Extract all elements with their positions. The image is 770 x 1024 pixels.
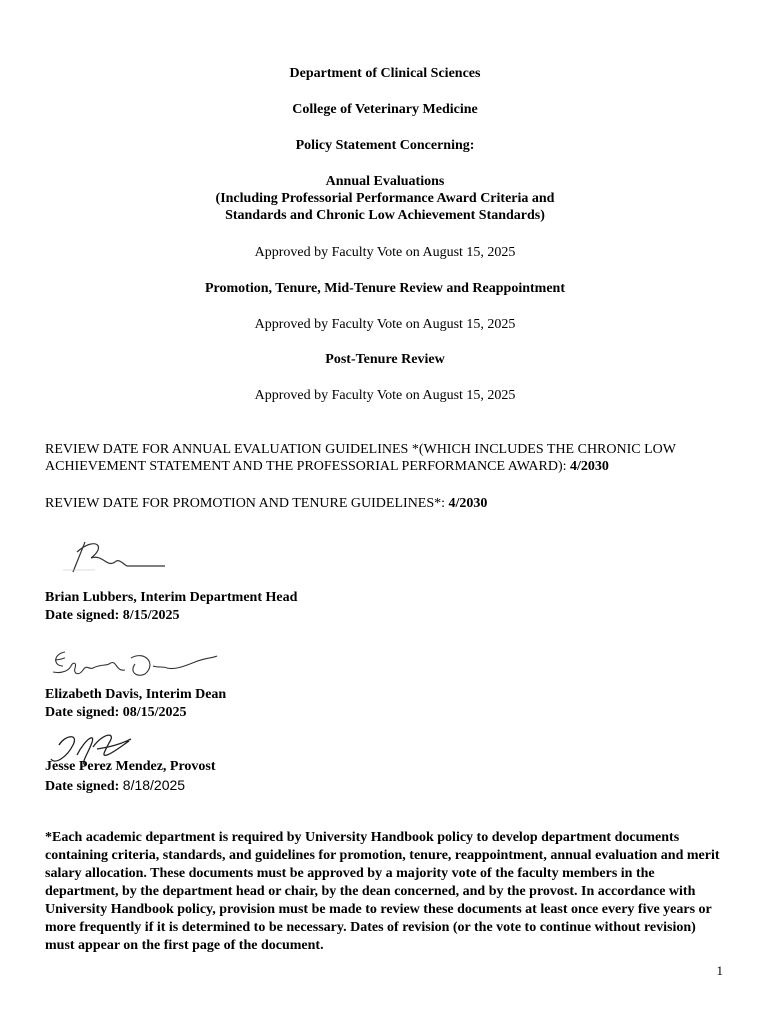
signer-name-title: Brian Lubbers, Interim Department Head xyxy=(45,590,298,605)
policy-title: Policy Statement Concerning: xyxy=(295,138,475,153)
post-tenure-title: Post-Tenure Review xyxy=(325,352,445,367)
annual-title-line1: Annual Evaluations xyxy=(325,174,445,189)
handwritten-signature-icon xyxy=(55,528,185,578)
annual-review-date xyxy=(45,441,735,475)
promotion-approved: Approved by Faculty Vote on August 15, 2025 xyxy=(254,317,516,332)
signer-date: Date signed: 8/15/2025 xyxy=(45,608,180,623)
promotion-review-date xyxy=(45,495,735,512)
annual-title-line3: Standards and Chronic Low Achievement Standards) xyxy=(225,208,545,223)
promotion-review-date-value: 4/2030 xyxy=(448,496,488,511)
signer-date: Date signed: 8/18/2025 xyxy=(45,777,186,794)
signer-name-title: Elizabeth Davis, Interim Dean xyxy=(45,687,227,702)
post-tenure-approved: Approved by Faculty Vote on August 15, 2025 xyxy=(254,388,516,403)
department-heading: Department of Clinical Sciences xyxy=(289,66,481,81)
signature-block-3 xyxy=(45,758,216,796)
college-heading: College of Veterinary Medicine xyxy=(292,102,478,117)
annual-approved: Approved by Faculty Vote on August 15, 2025 xyxy=(254,245,516,260)
handwritten-signature-icon xyxy=(45,644,225,684)
promotion-title: Promotion, Tenure, Mid-Tenure Review and Reappointment xyxy=(204,281,565,296)
annual-review-text: REVIEW DATE FOR ANNUAL EVALUATION GUIDELINES *(WHICH INCLUDES THE CHRONIC LOW ACHIEVEMENT STATEMENT AND THE PROFESSORIAL PERFORMANCE AWARD): xyxy=(45,442,676,474)
page-number: 1 xyxy=(716,963,723,978)
footnote: *Each academic department is required by University Handbook policy to develop department documents containing criteria, standards, and guidelines for promotion, tenure, reappointment, annual evaluation and merit salary allocation. These documents must be approved by a majority vote of the faculty members in the department, by the department head or chair, by the dean concerned, and by the provost. In accordance with University Handbook policy, provision must be made to review these documents at least once every five years or more frequently if it is determined to be necessary. Dates of revision (or the vote to continue without revision) must appear on the first page of the document. xyxy=(45,830,720,953)
annual-review-date-value: 4/2030 xyxy=(570,459,609,474)
signature-block-1 xyxy=(45,589,297,625)
signature-block-2 xyxy=(45,686,226,722)
signer-date: Date signed: 08/15/2025 xyxy=(45,705,187,720)
promotion-review-text: REVIEW DATE FOR PROMOTION AND TENURE GUIDELINES*: xyxy=(45,496,449,511)
annual-title-line2: (Including Professorial Performance Award Criteria and xyxy=(215,191,555,206)
signer-name-title: Jesse Perez Mendez, Provost xyxy=(45,759,216,774)
